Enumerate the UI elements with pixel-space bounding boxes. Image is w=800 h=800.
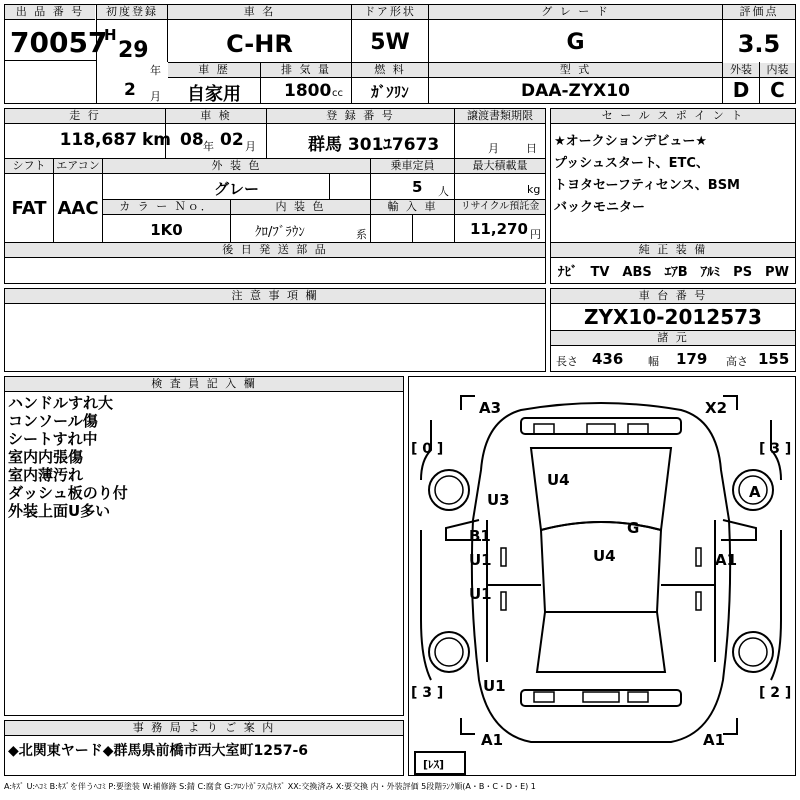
interior-color-unit: 系 xyxy=(356,228,367,241)
corner-count-tr: [ 3 ] xyxy=(759,441,792,457)
inspection-label: 車 検 xyxy=(166,109,266,124)
sales-line-2: プッシュスタート、ETC、 xyxy=(554,156,709,171)
corner-count-bl: [ 3 ] xyxy=(411,685,444,701)
notice-label: 注 意 事 項 欄 xyxy=(5,289,545,304)
office-label: 事 務 局 よ り ご 案 内 xyxy=(5,721,403,736)
insp-month: 02 xyxy=(220,130,244,150)
damage-u1-left: U1 xyxy=(469,551,492,569)
equipment: ﾅﾋﾞ TV ABS ｴｱB ｱﾙﾐ PS PW xyxy=(558,265,789,280)
sales-line-3: トヨタセーフティセンス、BSM xyxy=(554,178,740,193)
first-reg-label: 初度登録 xyxy=(97,5,167,20)
damage-a1-br: A1 xyxy=(703,731,726,749)
load-label: 最大積載量 xyxy=(455,159,545,174)
recycle-label: リサイクル預託金 xyxy=(455,200,545,215)
import-label: 輸 入 車 xyxy=(371,200,454,215)
model: DAA-ZYX10 xyxy=(521,81,630,101)
ext-score: D xyxy=(732,78,750,102)
history-label: 車 歴 xyxy=(168,63,260,78)
insp-year: 08 xyxy=(180,130,204,150)
reg-month-unit: 月 xyxy=(150,90,161,103)
ext-label: 外装 xyxy=(723,63,759,78)
insp-month-unit: 月 xyxy=(245,140,256,153)
color: グレー xyxy=(213,180,259,198)
damage-a1-right: A1 xyxy=(715,551,738,569)
height-label: 高さ xyxy=(726,355,748,368)
load-unit: kg xyxy=(527,183,541,196)
interior-color-label: 内 装 色 xyxy=(231,200,370,215)
damage-u1-low: U1 xyxy=(469,585,492,603)
width-label: 幅 xyxy=(648,355,659,368)
damage-g: G xyxy=(627,519,640,537)
shift-label: シフト xyxy=(5,159,53,174)
interior-color: ｸﾛ/ﾌﾞﾗｳﾝ xyxy=(255,225,305,240)
grade-label: グ レ ー ド xyxy=(429,5,722,20)
reg-era: H xyxy=(104,26,117,44)
sales-line-4: バックモニター xyxy=(554,200,646,215)
car-name-label: 車 名 xyxy=(168,5,351,20)
reg-year: 29 xyxy=(118,38,149,63)
displacement: 1800 xyxy=(284,81,332,101)
car-diagram xyxy=(408,376,796,776)
damage-x2: X2 xyxy=(705,399,728,417)
office-address: ◆北関東ヤード◆群馬県前橋市西大室町1257-6 xyxy=(8,743,309,759)
lot-no: 70057 xyxy=(10,26,108,59)
reg-no-label: 登 録 番 号 xyxy=(267,109,454,124)
recycle: 11,270 xyxy=(470,220,528,238)
lot-no-label: 出 品 番 号 xyxy=(5,5,95,20)
damage-a1-bl: A1 xyxy=(481,731,504,749)
corner-count-br: [ 2 ] xyxy=(759,685,792,701)
displacement-unit: cc xyxy=(332,88,343,99)
inspector-label: 検 査 員 記 入 欄 xyxy=(5,377,403,392)
sales-line-1: ★オークションデビュー★ xyxy=(554,134,708,149)
note-line: ダッシュ板のり付 xyxy=(8,484,128,502)
note-line: 外装上面U多い xyxy=(8,502,111,520)
capacity: 5 xyxy=(412,178,423,196)
reg-year-unit: 年 xyxy=(150,64,161,77)
score: 3.5 xyxy=(737,30,781,58)
color-no-label: カ ラ ー Ｎｏ． xyxy=(103,200,230,215)
damage-u1-rear: U1 xyxy=(483,677,506,695)
capacity-unit: 人 xyxy=(438,185,449,198)
car-outline xyxy=(409,377,795,775)
note-line: シートすれ中 xyxy=(8,430,98,448)
int-score: C xyxy=(770,78,785,102)
shift: FAT xyxy=(11,198,47,219)
inspector-notes xyxy=(8,394,128,520)
note-line: ハンドルすれ大 xyxy=(8,394,114,412)
recycle-unit: 円 xyxy=(530,228,541,241)
note-line: コンソール傷 xyxy=(8,412,98,430)
specs-label: 諸 元 xyxy=(551,331,795,346)
model-label: 型 式 xyxy=(429,63,722,78)
mileage-label: 走 行 xyxy=(5,109,165,124)
damage-u4-top: U4 xyxy=(547,471,570,489)
length-label: 長さ xyxy=(556,355,578,368)
displacement-label: 排 気 量 xyxy=(261,63,351,78)
chassis-no: ZYX10-2012573 xyxy=(584,305,762,329)
fuel: ｶﾞｿﾘﾝ xyxy=(371,83,409,101)
ac: AAC xyxy=(57,198,99,219)
transfer-month-unit: 月 xyxy=(488,142,499,155)
reg-month: 2 xyxy=(124,80,136,100)
length: 436 xyxy=(592,350,624,368)
damage-u3: U3 xyxy=(487,491,510,509)
grade: G xyxy=(566,30,585,55)
equipment-label: 純 正 装 備 xyxy=(551,243,795,258)
insp-year-unit: 年 xyxy=(203,140,214,153)
capacity-label: 乗車定員 xyxy=(371,159,454,174)
history: 自家用 xyxy=(187,84,241,105)
mileage: 118,687 xyxy=(59,130,137,150)
note-line: 室内薄汚れ xyxy=(8,466,84,484)
mileage-unit: km xyxy=(142,130,172,150)
color-label: 外 装 色 xyxy=(103,159,370,174)
note-line: 室内内張傷 xyxy=(8,448,84,466)
spare-tyre-label: [ﾚｽ] xyxy=(423,758,445,771)
door-label: ドア形状 xyxy=(352,5,428,20)
transfer-day-unit: 日 xyxy=(526,142,537,155)
post-parts-label: 後 日 発 送 部 品 xyxy=(5,243,545,258)
color-no: 1K0 xyxy=(150,221,183,239)
door: 5W xyxy=(370,30,410,55)
damage-a3: A3 xyxy=(479,399,502,417)
transfer-label: 譲渡書類期限 xyxy=(455,109,545,124)
damage-a-right: A xyxy=(749,483,761,501)
car-name: C-HR xyxy=(226,30,293,58)
corner-count-tl: [ 0 ] xyxy=(411,441,444,457)
damage-u4-mid: U4 xyxy=(593,547,616,565)
score-label: 評価点 xyxy=(723,5,795,20)
width: 179 xyxy=(676,350,708,368)
sales-label: セ ー ル ス ポ イ ン ト xyxy=(551,109,795,124)
height: 155 xyxy=(758,350,790,368)
legend: A:ｷｽﾞ U:ﾍｺﾐ B:ｷｽﾞを伴うﾍｺﾐ P:要塗装 W:補修跡 S:錆 C:腐食 G:ﾌﾛﾝﾄｶﾞﾗｽ点ｷｽﾞ XX:交換済み X:要交換 内・外装評価 5段階ﾗﾝｸ順(A・B・C・D・E) 1 xyxy=(4,782,536,791)
chassis-label: 車 台 番 号 xyxy=(551,289,795,304)
damage-b1: B1 xyxy=(469,527,491,545)
int-label: 内装 xyxy=(760,63,795,78)
reg-no: 群馬 301ﾕ7673 xyxy=(308,135,440,155)
ac-label: エアコン xyxy=(54,159,102,174)
fuel-label: 燃 料 xyxy=(352,63,428,78)
